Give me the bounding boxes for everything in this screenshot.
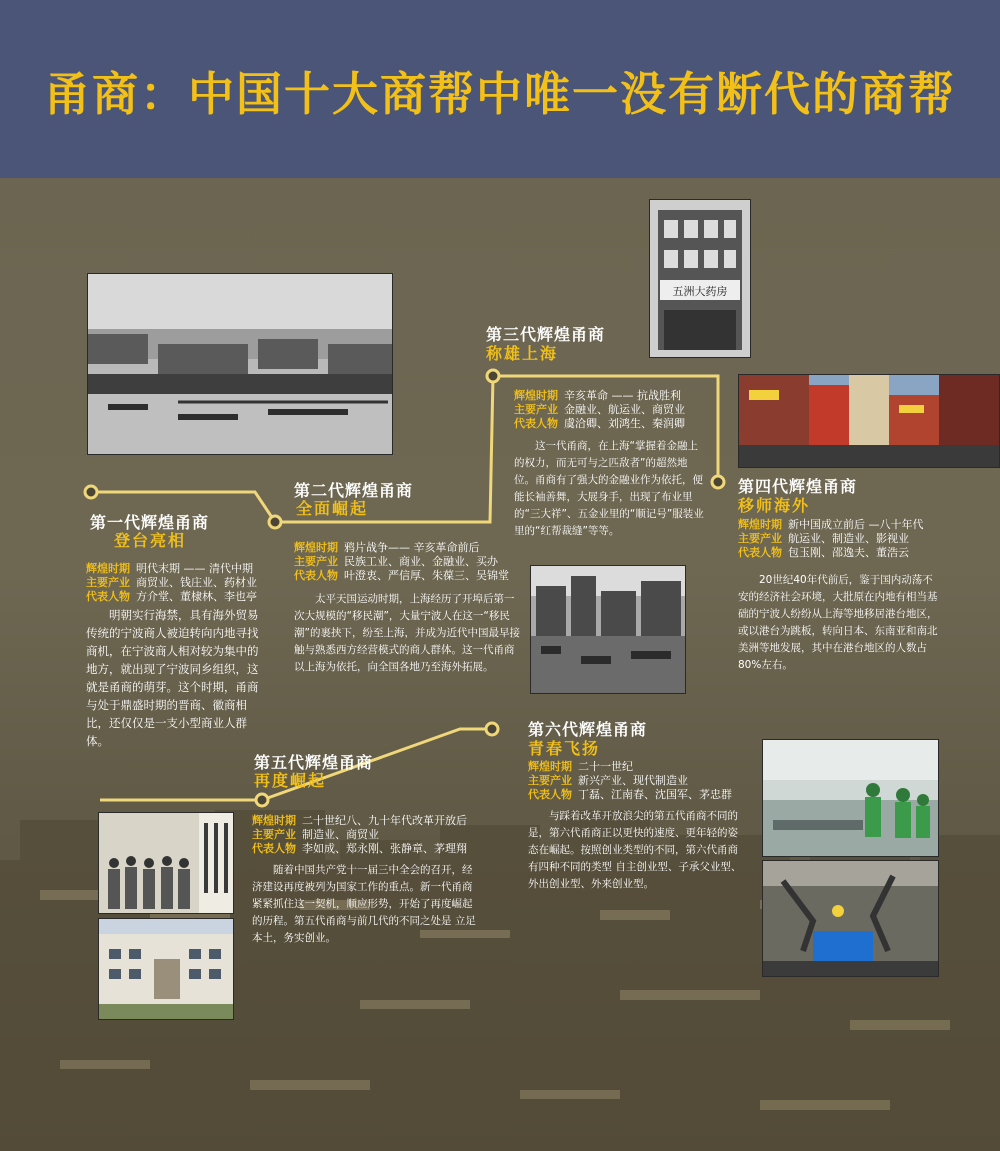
gen5-period-label: 辉煌时期: [252, 814, 296, 827]
gen6-people-label: 代表人物: [528, 788, 572, 801]
timeline-node-5: [256, 794, 268, 806]
gen3-period: 辛亥革命 —— 抗战胜利: [564, 389, 681, 402]
gen6-info: [528, 760, 732, 802]
gen1-period: 明代末期 —— 清代中期: [136, 562, 253, 575]
gen3-people-label: 代表人物: [514, 417, 558, 430]
robot-assembly-photo: [762, 860, 939, 977]
gen1-period-label: 辉煌时期: [86, 562, 130, 575]
gen2-period: 鸦片战争—— 辛亥革命前后: [344, 541, 480, 554]
gen1-text: 明朝实行海禁，具有海外贸易传统的宁波商人被迫转向内地寻找商机，在宁波商人相对较为集中的地方，就出现了宁波同乡组织，这就是甬商的萌芽。这个时期，甬商与处于鼎盛时期的晋商、徽商相比，还仅仅是一支小型商业人群体。: [86, 608, 259, 748]
gen6-industry-label: 主要产业: [528, 774, 572, 787]
gen4-industry: 航运业、制造业、影视业: [788, 532, 909, 545]
gen1-subtitle: 登台亮相: [114, 531, 187, 550]
gen1-industry-label: 主要产业: [86, 576, 130, 589]
gen5-people: 李如成、郑永刚、张静章、茅理翔: [302, 842, 467, 855]
gen1-title: 第一代辉煌甬商: [90, 513, 210, 532]
gen6-period: 二十一世纪: [578, 760, 633, 773]
timeline-node-2: [269, 516, 281, 528]
gen4-industry-label: 主要产业: [738, 532, 782, 545]
gen2-text: 太平天国运动时期，上海经历了开埠后第一次大规模的“移民潮”，大量宁波人在这一“移民潮”的裹挟下，纷至上海，并成为近代中国最早接触与熟悉西方经营模式的商人群体。这一代甬商以上海为依托，向全国各地乃至海外拓展。: [294, 593, 520, 673]
gen6-text: 与踩着改革开放浪尖的第五代甬商不同的是，第六代甬商正以更快的速度、更年轻的姿态在崛起。按照创业类型的不同，第六代甬商有四种不同的类型 自主创业型、子承父业型、外出创业型、外来创业型。: [528, 810, 742, 890]
page-title: 甬商：中国十大商帮中唯一没有断代的商帮: [44, 67, 956, 121]
gen5-industry: 制造业、商贸业: [302, 828, 379, 841]
gen4-people-label: 代表人物: [738, 546, 782, 559]
gen4-subtitle: 移师海外: [738, 496, 811, 515]
gen5-period: 二十世纪八、九十年代改革开放后: [302, 814, 467, 827]
gen6-period-label: 辉煌时期: [528, 760, 572, 773]
gen6-people: 丁磊、江南春、沈国军、茅忠群: [578, 788, 732, 801]
gen1-industry: 商贸业、钱庄业、药材业: [136, 576, 257, 589]
timeline-node-6: [486, 723, 498, 735]
shop-sign-text: 五洲大药房: [672, 285, 728, 298]
gen2-period-label: 辉煌时期: [294, 541, 338, 554]
gen2-people-label: 代表人物: [294, 569, 338, 582]
gen3-industry: 金融业、航运业、商贸业: [564, 403, 685, 416]
gen2-subtitle: 全面崛起: [296, 499, 369, 518]
bund-photo: [530, 565, 686, 694]
gen1-info: [86, 562, 257, 604]
gen4-period-label: 辉煌时期: [738, 518, 782, 531]
gen5-people-label: 代表人物: [252, 842, 296, 855]
gen2-industry: 民族工业、商业、金融业、买办: [344, 555, 498, 568]
gen3-period-label: 辉煌时期: [514, 389, 558, 402]
gen6-title: 第六代辉煌甬商: [528, 720, 648, 739]
gen4-title: 第四代辉煌甬商: [738, 477, 858, 496]
street-photo: [738, 374, 1000, 468]
gen4-info: [738, 518, 924, 560]
gen3-title: 第三代辉煌甬商: [486, 325, 606, 344]
gen5-title: 第五代辉煌甬商: [254, 753, 374, 772]
gen3-info: [514, 389, 685, 431]
gen5-subtitle: 再度崛起: [254, 771, 327, 790]
gen4-people: 包玉刚、邵逸夫、董浩云: [788, 546, 909, 559]
factory-photo: [762, 739, 939, 857]
timeline-node-4: [712, 476, 724, 488]
gen1-people-label: 代表人物: [86, 590, 130, 603]
timeline-node-1: [85, 486, 97, 498]
gen3-industry-label: 主要产业: [514, 403, 558, 416]
gen4-period: 新中国成立前后 —八十年代: [788, 518, 924, 531]
gen5-industry-label: 主要产业: [252, 828, 296, 841]
gen1-people: 方介堂、董棣林、李也亭: [136, 590, 257, 603]
gen6-subtitle: 青春飞扬: [528, 739, 601, 758]
timeline-node-3: [487, 370, 499, 382]
group-photo: [98, 812, 234, 914]
harbor-photo: [87, 273, 393, 455]
gen2-industry-label: 主要产业: [294, 555, 338, 568]
gen3-text: 这一代甬商，在上海“掌握着金融上的权力，而无可与之匹敌者”的超然地位。甬商有了强大的金融业作为依托，便能长袖善舞，大展身手，出现了布业里的“三大祥”、五金业里的“顺记号”服装业里的“红帮裁缝”等等。: [514, 440, 704, 537]
gen2-info: [294, 541, 509, 583]
gen5-text: 随着中国共产党十一届三中全会的召开，经济建设再度被列为国家工作的重点。新一代甬商紧紧抓住这一契机，顺应形势，开始了再度崛起的历程。第五代甬商与前几代的不同之处是 立足本土，务实创业。: [252, 864, 476, 944]
gen5-info: [252, 814, 467, 856]
gen3-people: 虞洽卿、刘鸿生、秦润卿: [564, 417, 685, 430]
shopfront-photo: [649, 199, 751, 358]
gen6-industry: 新兴产业、现代制造业: [578, 774, 688, 787]
gen2-people: 叶澄衷、严信厚、朱葆三、吴锦堂: [344, 569, 509, 582]
gen3-subtitle: 称雄上海: [486, 344, 559, 363]
gen4-text: 20世纪40年代前后，鉴于国内动荡不安的经济社会环境，大批原在内地有相当基础的宁波人纷纷从上海等地移居港台地区，或以港台为跳板，转向日本、东南亚和南北美洲等地发展，其中在港台地区的人数占80%左右。: [738, 574, 938, 671]
building-photo: [98, 918, 234, 1020]
gen2-title: 第二代辉煌甬商: [294, 481, 414, 500]
